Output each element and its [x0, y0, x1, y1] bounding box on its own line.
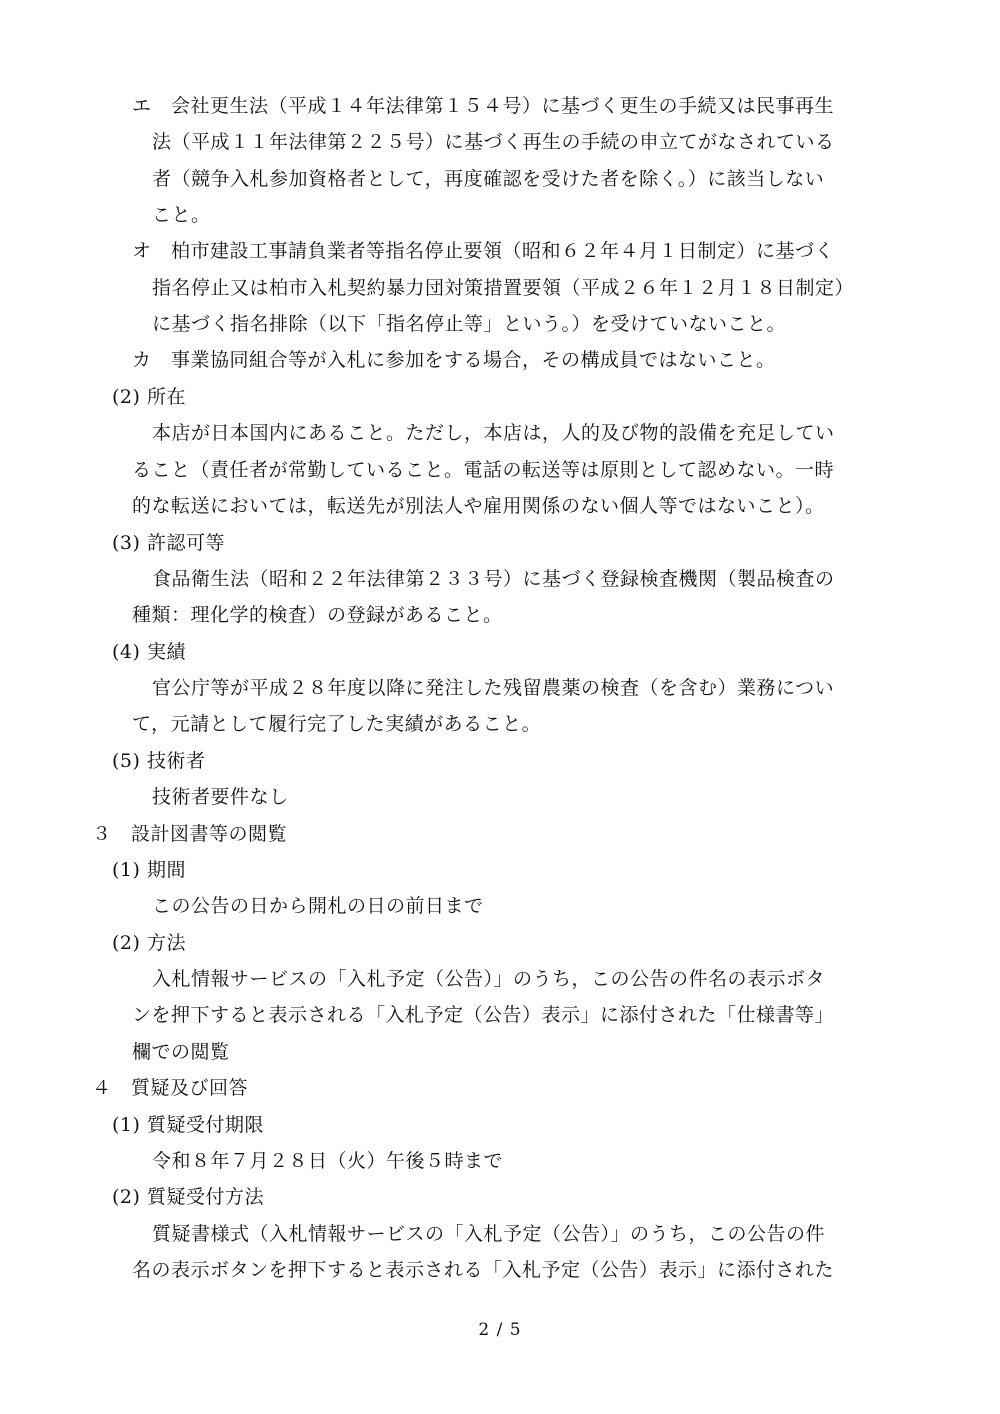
section-3-heading: ３ 設計図書等の閲覧 — [92, 823, 288, 845]
subsection-5-heading: (5) 技術者 — [112, 750, 206, 772]
paragraph-line: 食品衛生法（昭和２２年法律第２３３号）に基づく登録検査機関（製品検査の — [152, 568, 835, 590]
paragraph-line: 本店が日本国内にあること。ただし，本店は，人的及び物的設備を充足してい — [152, 422, 835, 444]
subsection-2-heading: (2) 方法 — [112, 932, 186, 954]
paragraph-line: ること（責任者が常勤していること。電話の転送等は原則として認めない。一時 — [132, 459, 835, 481]
paragraph-line: 的な転送においては，転送先が別法人や雇用関係のない個人等ではないこと）。 — [132, 495, 825, 517]
item-e-line-4: こと。 — [152, 204, 211, 226]
item-o-line-1: オ 柏市建設工事請負業者等指名停止要領（昭和６２年４月１日制定）に基づく — [132, 240, 835, 262]
item-e-line-3: 者（競争入札参加資格者として，再度確認を受けた者を除く。）に該当しない — [152, 168, 825, 190]
subsection-2-heading: (2) 質疑受付方法 — [112, 1186, 264, 1208]
paragraph-line: 名の表示ボタンを押下すると表示される「入札予定（公告）表示」に添付された — [132, 1259, 835, 1281]
item-o-line-3: に基づく指名排除（以下「指名停止等」という。）を受けていないこと。 — [152, 313, 787, 335]
paragraph-line: 欄での閲覧 — [132, 1041, 230, 1063]
item-e-line-1: エ 会社更生法（平成１４年法律第１５４号）に基づく更生の手続又は民事再生 — [132, 95, 835, 117]
item-o-line-2: 指名停止又は柏市入札契約暴力団対策措置要領（平成２６年１２月１８日制定） — [152, 277, 855, 299]
paragraph-line: 種類：理化学的検査）の登録があること。 — [132, 604, 503, 626]
paragraph-line: て，元請として履行完了した実績があること。 — [132, 713, 542, 735]
paragraph-line: 技術者要件なし — [152, 786, 289, 808]
item-e-line-2: 法（平成１１年法律第２２５号）に基づく再生の手続の申立てがなされている — [152, 131, 835, 153]
subsection-2-heading: (2) 所在 — [112, 386, 186, 408]
page-number: 2 / 5 — [478, 1320, 522, 1340]
paragraph-line: 質疑書様式（入札情報サービスの「入札予定（公告）」のうち，この公告の件 — [152, 1223, 826, 1245]
paragraph-line: ンを押下すると表示される「入札予定（公告）表示」に添付された「仕様書等」 — [132, 1004, 835, 1026]
paragraph-line: 入札情報サービスの「入札予定（公告）」のうち，この公告の件名の表示ボタ — [152, 968, 826, 990]
paragraph-line: 令和８年７月２８日（火）午後５時まで — [152, 1150, 504, 1172]
section-4-heading: ４ 質疑及び回答 — [92, 1077, 249, 1099]
paragraph-line: 官公庁等が平成２８年度以降に発注した残留農薬の検査（を含む）業務につい — [152, 677, 835, 699]
item-ka-line-1: カ 事業協同組合等が入札に参加をする場合，その構成員ではないこと。 — [132, 349, 776, 371]
subsection-1-heading: (1) 質疑受付期限 — [112, 1114, 264, 1136]
paragraph-line: この公告の日から開札の日の前日まで — [152, 895, 484, 917]
subsection-3-heading: (3) 許認可等 — [112, 532, 225, 554]
subsection-4-heading: (4) 実績 — [112, 641, 186, 663]
subsection-1-heading: (1) 期間 — [112, 859, 186, 881]
